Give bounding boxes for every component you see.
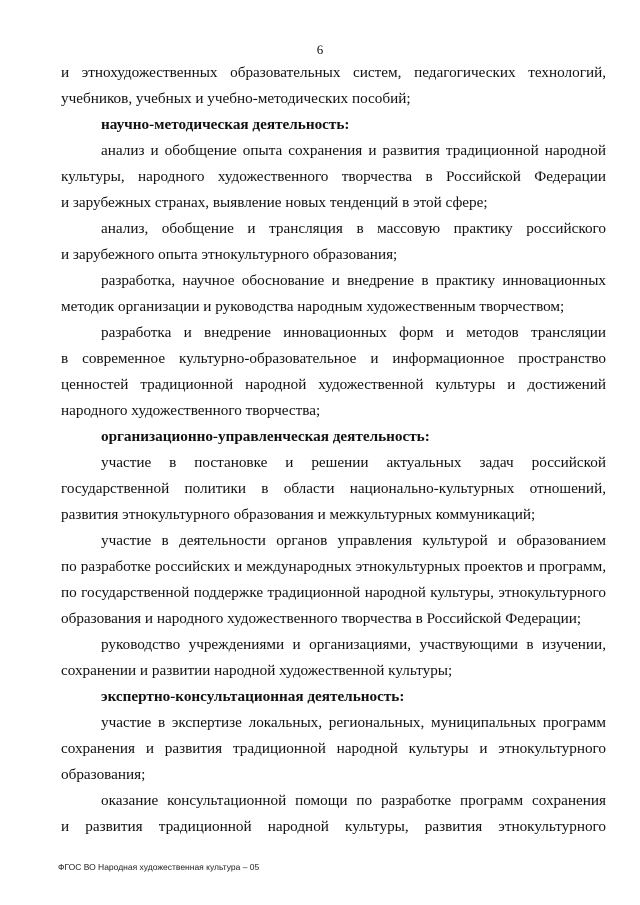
text-line: участие в постановке и решении актуальных задач российской: [101, 454, 606, 471]
text-line: образования и народного художественного творчества в Российской Федерации;: [61, 610, 582, 627]
text-line: культуры, народного художественного творчества в Российской Федерации: [61, 168, 606, 185]
text-line: ценностей традиционной народной художественной культуры и достижений: [61, 376, 606, 393]
text-line: и развития традиционной народной культуры, развития этнокультурного: [61, 818, 606, 835]
section-heading: научно-методическая деятельность:: [101, 116, 350, 133]
section-heading: организационно-управленческая деятельность:: [101, 428, 430, 445]
text-line: в современное культурно-образовательное и информационное пространство: [61, 350, 606, 367]
text-line: разработка и внедрение инновационных форм и методов трансляции: [101, 324, 606, 341]
page-number: 6: [316, 42, 324, 57]
text-line: анализ, обобщение и трансляция в массовую практику российского: [101, 220, 606, 237]
document-body: [61, 60, 606, 840]
text-line: участие в деятельности органов управления культурой и образованием: [101, 532, 606, 549]
text-line: методик организации и руководства народным художественным творчеством;: [61, 298, 565, 315]
text-line: и зарубежного опыта этнокультурного образования;: [61, 246, 398, 263]
text-line: по государственной поддержке традиционной народной культуры, этнокультурного: [61, 584, 606, 601]
text-line: сохранении и развитии народной художественной культуры;: [61, 662, 453, 679]
footer-text: ФГОС ВО Народная художественная культура – 05: [58, 862, 260, 872]
text-line: народного художественного творчества;: [61, 402, 321, 419]
text-line: по разработке российских и международных этнокультурных проектов и программ,: [61, 558, 606, 575]
text-line: развития этнокультурного образования и межкультурных коммуникаций;: [61, 506, 536, 523]
text-line: образования;: [61, 766, 146, 783]
text-line: государственной политики в области национально-культурных отношений,: [61, 480, 606, 497]
text-line: руководство учреждениями и организациями, участвующими в изучении,: [101, 636, 606, 653]
text-line: разработка, научное обоснование и внедрение в практику инновационных: [101, 272, 606, 289]
section-heading: экспертно-консультационная деятельность:: [101, 688, 405, 705]
text-line: оказание консультационной помощи по разработке программ сохранения: [101, 792, 606, 809]
text-line: и зарубежных странах, выявление новых тенденций в этой сфере;: [61, 194, 488, 211]
text-line: участие в экспертизе локальных, региональных, муниципальных программ: [101, 714, 606, 731]
text-line: анализ и обобщение опыта сохранения и развития традиционной народной: [101, 142, 606, 159]
text-line: и этнохудожественных образовательных систем, педагогических технологий,: [61, 64, 606, 81]
text-line: учебников, учебных и учебно-методических пособий;: [61, 90, 411, 107]
text-line: сохранения и развития традиционной народной культуры и этнокультурного: [61, 740, 606, 757]
